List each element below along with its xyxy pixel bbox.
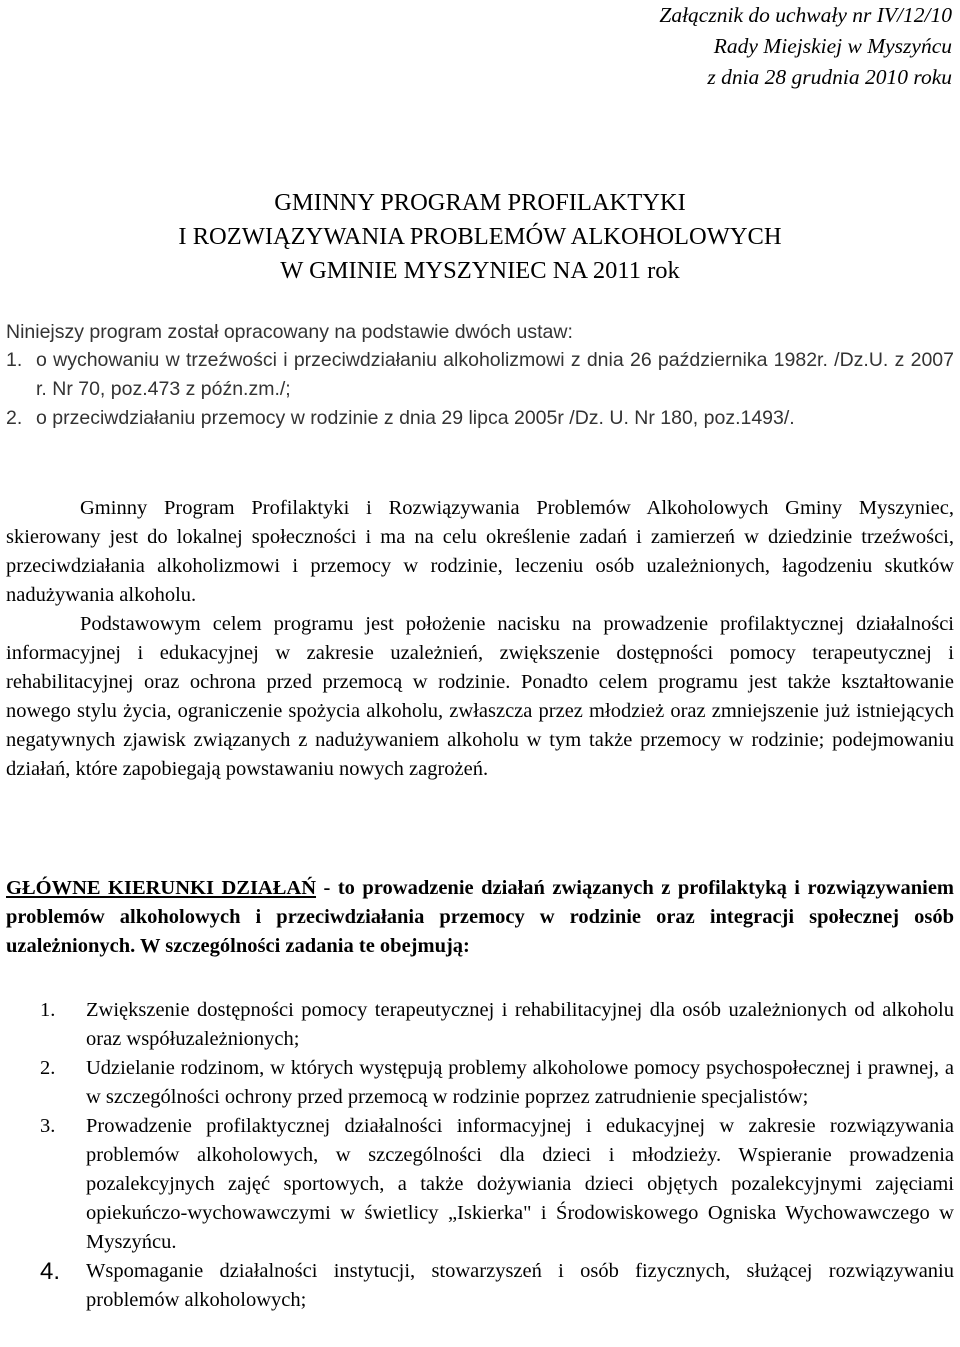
- laws-list: [6, 346, 954, 433]
- title-line-2: I ROZWIĄZYWANIA PROBLEMÓW ALKOHOLOWYCH: [178, 223, 782, 250]
- attachment-line-2: Rady Miejskiej w Myszyńcu: [713, 34, 952, 58]
- law-text: o wychowaniu w trzeźwości i przeciwdziałaniu alkoholizmowi z dnia 26 października 1982r. /Dz.U. z 2007 r. Nr 70, poz.473 z późn.zm./;: [36, 349, 954, 400]
- program-title: [0, 186, 960, 288]
- task-text: Prowadzenie profilaktycznej działalności informacyjnej i edukacyjnej w zakresie rozwiązywania problemów alkoholowych, w szczególności dla dzieci i młodzieży. Wspieranie prowadzenia pozalekcyjnych zajęć sportowych, a także dożywiania dzieci objętych pozalekcyjnymi zajęciami opiekuńczo-wychowawczymi w świetlicy „Iskierka" i Środowiskowego Ogniska Wychowawczego w Myszyńcu.: [86, 1115, 954, 1253]
- task-number: 3.: [40, 1115, 56, 1137]
- paragraph-goals: Podstawowym celem programu jest położenie nacisku na prowadzenie profilaktycznej działalności informacyjnej i edukacyjnej w zakresie uzależnień, zwiększenie dostępności pomocy terapeutycznej i rehabilitacyjnej oraz ochrona przed przemocą w rodzinie. Ponadto celem programu jest także kształtowanie nowego stylu życia, ograniczenie spożycia alkoholu, zwłaszcza przez młodzież oraz zmniejszenie już istniejących negatywnych zjawisk związanych z nadużywaniem alkoholu w tym także przemocy w rodzinie; podejmowaniu działań, które zapobiegają powstawaniu nowych zagrożeń.: [6, 613, 954, 780]
- tasks-list: [40, 996, 954, 1315]
- title-line-1: GMINNY PROGRAM PROFILAKTYKI: [274, 189, 686, 216]
- law-item: [6, 346, 954, 404]
- task-item: [40, 996, 954, 1054]
- task-text: Wspomaganie działalności instytucji, stowarzyszeń i osób fizycznych, służącej rozwiązywaniu problemów alkoholowych;: [86, 1260, 954, 1311]
- law-number: 1.: [6, 349, 23, 371]
- task-text: Udzielanie rodzinom, w których występują problemy alkoholowe pomocy psychospołecznej i prawnej, a w szczególności ochrony przed przemocą w rodzinie poprzez zatrudnienie specjalistów;: [86, 1057, 954, 1108]
- attachment-note: [659, 0, 952, 93]
- intro-text: Niniejszy program został opracowany na podstawie dwóch ustaw:: [6, 321, 573, 343]
- paragraph-purpose: Gminny Program Profilaktyki i Rozwiązywania Problemów Alkoholowych Gminy Myszyniec, skierowany jest do lokalnej społeczności i ma na celu określenie zadań i zamierzeń w dziedzinie trzeźwości, przeciwdziałania alkoholizmowi i przemocy w rodzinie, leczeniu osób uzależnionych, łagodzeniu skutków nadużywania alkoholu.: [6, 497, 954, 606]
- task-item: [40, 1112, 954, 1257]
- law-number: 2.: [6, 407, 23, 429]
- task-text: Zwiększenie dostępności pomocy terapeutycznej i rehabilitacyjnej dla osób uzależnionych od alkoholu oraz współuzależnionych;: [86, 999, 954, 1050]
- law-item: [6, 404, 954, 433]
- task-number: 1.: [40, 999, 56, 1021]
- task-number: 2.: [40, 1057, 56, 1079]
- task-item: [40, 1257, 954, 1315]
- task-item: [40, 1054, 954, 1112]
- program-description: [6, 494, 954, 784]
- law-text: o przeciwdziałaniu przemocy w rodzinie z dnia 29 lipca 2005r /Dz. U. Nr 180, poz.1493/.: [36, 407, 795, 429]
- title-line-3: W GMINIE MYSZYNIEC NA 2011 rok: [280, 257, 680, 284]
- attachment-line-1: Załącznik do uchwały nr IV/12/10: [659, 3, 952, 27]
- main-directions: [6, 874, 954, 961]
- attachment-line-3: z dnia 28 grudnia 2010 roku: [707, 65, 952, 89]
- task-number: 4.: [40, 1258, 61, 1285]
- main-directions-heading: GŁÓWNE KIERUNKI DZIAŁAŃ: [6, 877, 317, 899]
- main-directions-text: - to prowadzenie działań związanych z profilaktyką i rozwiązywaniem problemów alkoholowych i przeciwdziałania przemocy w rodzinie oraz integracji społecznej osób uzależnionych. W szczególności zadania te obejmują:: [6, 877, 954, 957]
